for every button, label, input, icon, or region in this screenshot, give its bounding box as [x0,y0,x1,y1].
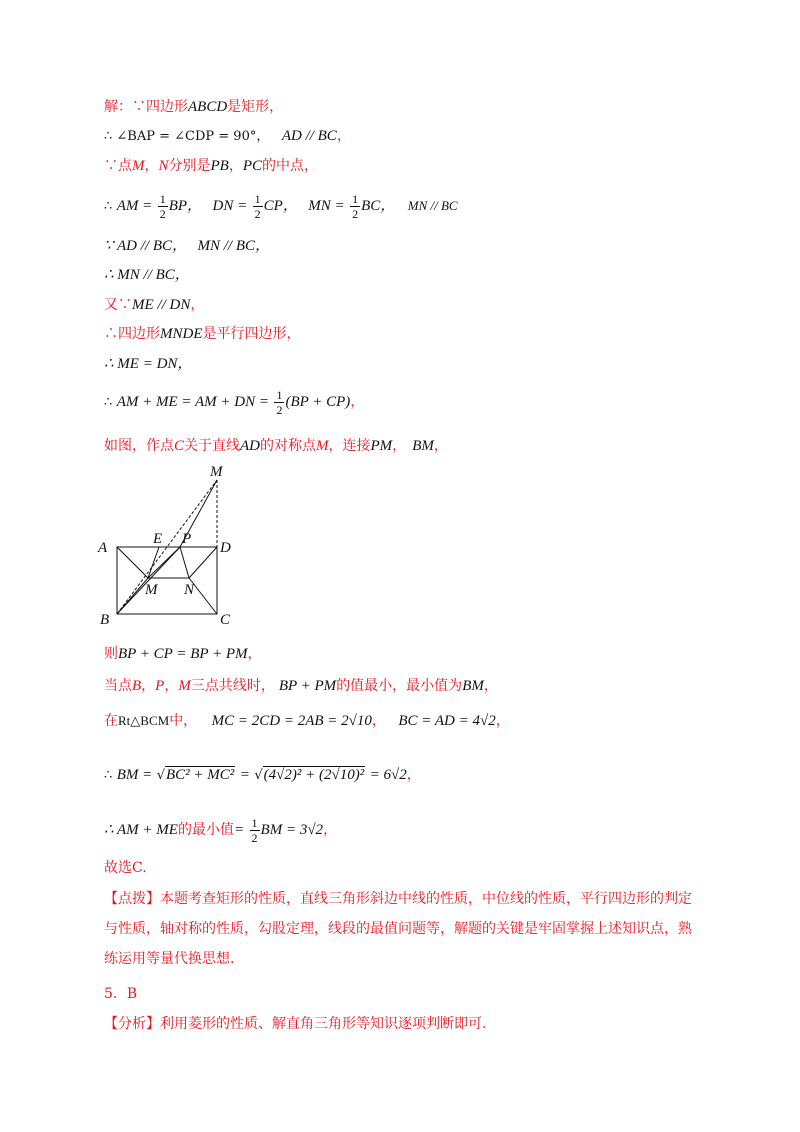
math: ∴ [104,768,113,783]
text: 则 [104,646,118,662]
text: 中， [169,713,198,729]
math: PB [210,158,229,174]
segment-am [117,547,148,578]
math: ∴ ME = DN， [104,356,193,372]
text: ， [164,678,179,694]
math: B [132,678,142,694]
text: 是平行四边形， [202,326,301,342]
math: DN = [212,198,248,214]
fraction [350,192,360,221]
rectangle-abcd [117,547,217,614]
math: CP， [263,198,298,214]
math: M [132,158,145,174]
text: ， [350,394,365,410]
solution-line-9 [104,354,192,374]
solution-line-4 [104,188,458,225]
fraction [274,388,284,417]
text: 在 [104,713,118,729]
math: ABCD [188,99,228,115]
math: ∴ AM + ME [104,822,178,838]
label-e: E [153,531,163,547]
analysis-line [104,1014,486,1034]
solution-line-17 [104,858,147,878]
solution-line-13 [104,676,498,696]
math: BP + PM [278,678,337,694]
math: ME // DN [132,297,191,313]
math: BM = [116,767,153,783]
text: ， [144,158,159,174]
math: N [158,158,169,174]
solution-line-3 [104,156,318,176]
text: 当点 [104,678,132,694]
segment-nd [189,547,217,578]
text: 【点拨】本题考查矩形的性质，直线三角形斜边中线的性质，中位线的性质，平行四边形的判定与性质，轴对称的性质，勾股定理，线段的最值问题等，解题的关键是牢固掌握上述知识点，熟练运用等量代换思想. [104,891,692,967]
text: ， [247,646,262,662]
math: BM [462,678,484,694]
math: MNDE [160,326,203,342]
solution-line-5 [104,236,270,256]
solution-line-1 [104,97,283,117]
text: ， [392,438,407,454]
text: ， [495,713,510,729]
solution-line-8 [104,324,301,344]
solution-line-12 [104,644,262,664]
math: (BP + CP) [285,394,351,410]
math: C [174,438,185,454]
text: 的中点， [262,158,319,174]
fraction [253,192,263,221]
text: 分别是 [168,158,211,174]
math: MN = [308,198,345,214]
answer-5 [104,984,137,1004]
text: 【分析】利用菱形的性质、解直角三角形等知识逐项判断即可. [104,1016,487,1032]
math: (4√2)² + (2√10)² [263,767,365,783]
math: PM [370,438,393,454]
math: BC = AD = 4√2 [398,713,496,729]
math: M [316,438,329,454]
math: AD // BC [281,128,337,144]
math: AD [240,438,261,454]
math: MN // BC [407,198,458,213]
label-p: P [182,531,192,547]
text: ， [483,678,498,694]
text: 如图，作点 [104,438,174,454]
label-m: M [145,582,158,598]
math: PC [242,158,263,174]
num: 1 [254,191,261,206]
text: ， [371,713,386,729]
math: AM = [116,198,153,214]
math: ∴ [104,395,113,410]
math: BM = 3√2 [260,822,324,838]
text: ， [433,438,448,454]
math: BP + CP = BP + PM [118,646,248,662]
math: MC = 2CD = 2AB = 2√10 [211,713,372,729]
text: ∴四边形 [104,326,160,342]
math: ∴ [104,199,113,214]
solution-line-11 [104,436,448,456]
text: ， [141,678,156,694]
solution-line-16 [104,812,337,848]
text: 的值最小，最小值为 [336,678,463,694]
label-m-reflected: M [210,464,223,480]
text: 5．B [104,986,138,1002]
math: ∵ AD // BC， [104,238,188,254]
text: 故选C. [104,860,147,876]
text: 的最小值 [177,822,234,838]
math: ∴ MN // BC， [104,267,190,283]
solution-line-14 [104,711,510,731]
math: BM [412,438,434,454]
label-a: A [98,540,108,556]
text: 是矩形， [227,99,284,115]
solution-line-6 [104,265,190,285]
solution-line-15: ∴ BM = √BC² + MC² = √(4√2)² + (2√10)² = 6√2， [104,767,421,783]
math: BC， [361,198,396,214]
fraction [158,192,168,221]
text: ， [336,128,351,144]
math: AM + ME = AM + DN = [116,394,270,410]
math: BC² + MC² [166,767,235,783]
text: ∵点 [104,158,132,174]
text: ， [406,767,421,783]
math: M [178,678,191,694]
math: = [233,822,245,838]
text: ， [323,822,338,838]
solution-line-10 [104,384,364,421]
num: 1 [251,815,258,830]
text: 解：∵四边形 [104,99,188,115]
math: = [239,767,250,783]
text: 的对称点 [260,438,317,454]
den: 2 [276,402,283,417]
math: BP， [168,198,203,214]
math: = 6√2 [369,767,407,783]
solution-line-7 [104,295,204,315]
math: P [155,678,165,694]
segment-pn [180,547,189,578]
text: ，连接 [328,438,371,454]
den: 2 [352,206,359,221]
den: 2 [159,206,166,221]
text: ， [190,297,205,313]
text: 三点共线时， [190,678,275,694]
remark-paragraph [104,884,704,974]
label-d: D [220,540,231,556]
den: 2 [254,206,261,221]
den: 2 [251,830,258,845]
num: 1 [276,387,283,402]
label-n: N [184,582,195,598]
solution-line-2 [104,126,351,147]
num: 1 [352,191,359,206]
text: 又∵ [104,297,132,313]
label-b: B [100,612,110,628]
math: Rt△BCM [118,713,170,728]
text: ， [228,158,243,174]
label-c: C [220,612,231,628]
fraction [250,816,260,845]
geometry-figure [96,458,246,628]
math: ∴ ∠BAP = ∠CDP = 90°， [104,129,270,144]
num: 1 [159,191,166,206]
text: 关于直线 [184,438,241,454]
math: MN // BC， [197,238,270,254]
